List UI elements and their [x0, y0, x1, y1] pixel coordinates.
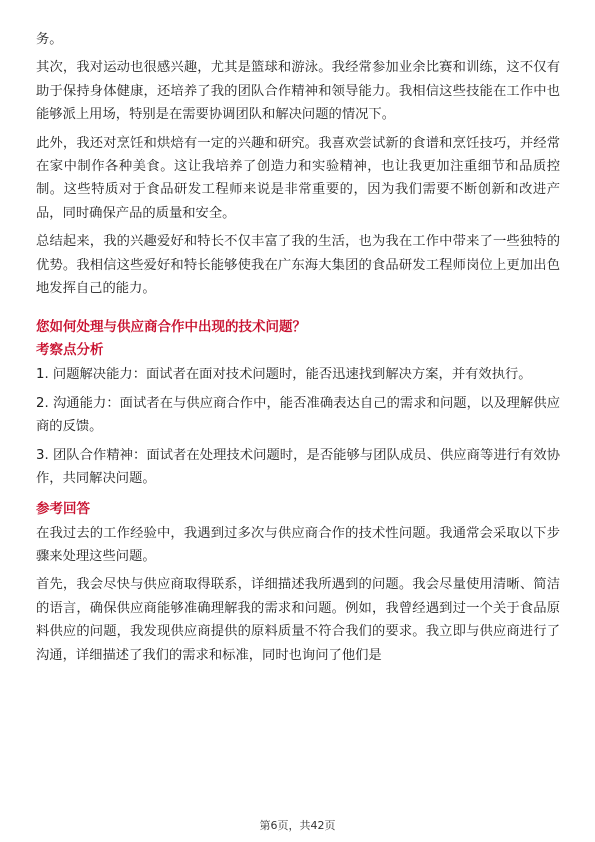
analysis-item-2: 3. 团队合作精神：面试者在处理技术问题时，是否能够与团队成员、供应商等进行有效协作，共同解决问题。 — [36, 447, 560, 487]
answer-paragraph-1: 首先，我会尽快与供应商取得联系，详细描述我所遇到的问题。我会尽量使用清晰、简洁的语言，确保供应商能够准确理解我的需求和问题。例如，我曾经遇到过一个关于食品原料供应的问题，我发现供应商提供的原料质量不符合我们的要求。我立即与供应商进行了沟通，详细描述了我们的需求和标准，同时也询问了他们是 — [36, 577, 560, 663]
analysis-heading: 考察点分析 — [36, 342, 104, 359]
document-page — [36, 28, 560, 672]
intro-paragraph-1: 其次，我对运动也很感兴趣，尤其是篮球和游泳。我经常参加业余比赛和训练，这不仅有助于保持身体健康，还培养了我的团队合作精神和领导能力。我相信这些技能在工作中也能够派上用场，特别是在需要协调团队和解决问题的情况下。 — [36, 60, 560, 123]
page-number-footer: 第6页，共42页 — [259, 819, 336, 832]
answer-paragraph-0: 在我过去的工作经验中，我遇到过多次与供应商合作的技术性问题。我通常会采取以下步骤来处理这些问题。 — [36, 525, 560, 564]
answer-heading: 参考回答 — [36, 500, 90, 517]
intro-paragraph-3: 总结起来，我的兴趣爱好和特长不仅丰富了我的生活，也为我在工作中带来了一些独特的优势。我相信这些爱好和特长能够使我在广东海大集团的食品研发工程师岗位上更加出色地发挥自己的能力。 — [36, 234, 560, 297]
intro-paragraph-2: 此外，我还对烹饪和烘焙有一定的兴趣和研究。我喜欢尝试新的食谱和烹饪技巧，并经常在家中制作各种美食。这让我培养了创造力和实验精神，也让我更加注重细节和品质控制。这些特质对于食品研发工程师来说是非常重要的，因为我们需要不断创新和改进产品，同时确保产品的质量和安全。 — [36, 135, 560, 221]
analysis-item-1: 2. 沟通能力：面试者在与供应商合作中，能否准确表达自己的需求和问题，以及理解供应商的反馈。 — [36, 395, 560, 435]
intro-paragraph-0: 务。 — [36, 32, 63, 47]
question-heading: 您如何处理与供应商合作中出现的技术问题？ — [36, 319, 306, 336]
analysis-item-0: 1. 问题解决能力：面试者在面对技术问题时，能否迅速找到解决方案，并有效执行。 — [36, 367, 532, 383]
